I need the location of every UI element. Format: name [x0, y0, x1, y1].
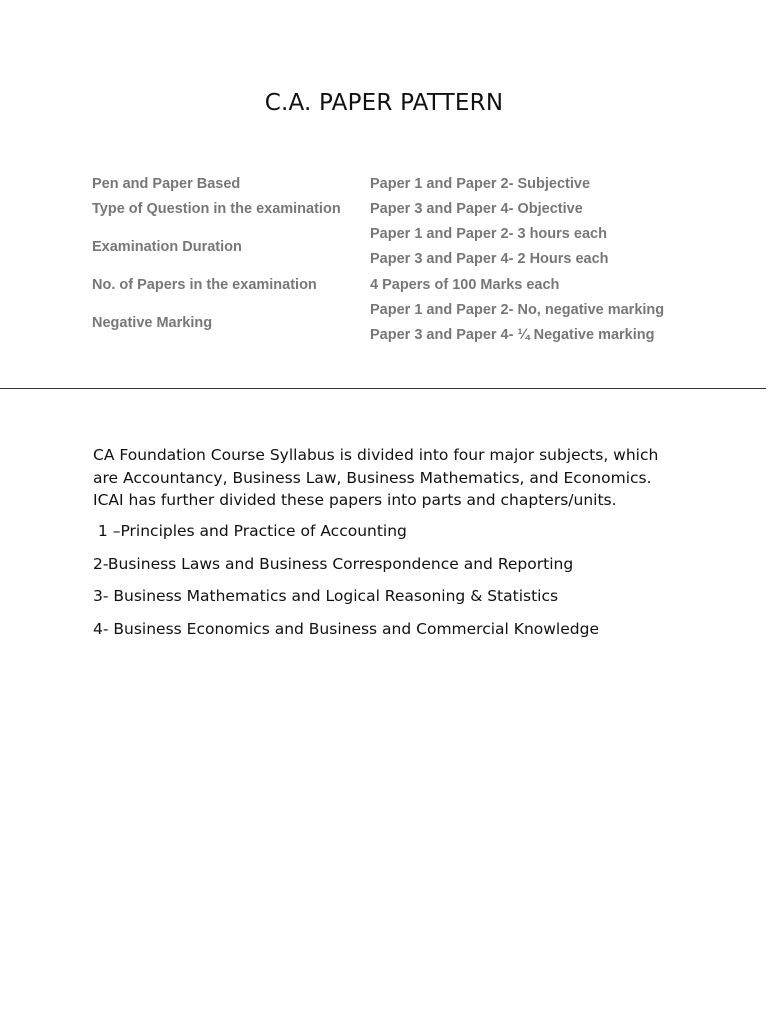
pattern-label-papers: No. of Papers in the examination — [92, 277, 317, 293]
pattern-label-question-type: Type of Question in the examination — [92, 201, 341, 217]
pattern-value-papers: 4 Papers of 100 Marks each — [370, 277, 560, 293]
pattern-value-subjective: Paper 1 and Paper 2- Subjective — [370, 176, 591, 192]
syllabus-intro — [93, 444, 683, 512]
pattern-value-negative-2: Paper 3 and Paper 4- ¼ Negative marking — [370, 327, 655, 343]
pattern-label-negative-marking: Negative Marking — [92, 315, 213, 331]
pattern-label-mode: Pen and Paper Based — [92, 176, 241, 192]
section-divider — [0, 388, 766, 389]
pattern-value-negative-1: Paper 1 and Paper 2- No, negative marking — [370, 302, 665, 318]
page-title: C.A. PAPER PATTERN — [264, 90, 504, 116]
subject-item-2: 2-Business Laws and Business Correspondence and Reporting — [93, 555, 574, 573]
syllabus-intro-text: CA Foundation Course Syllabus is divided into four major subjects, which are Accountancy, Business Law, Business Mathematics, and Economics. ICAI has further divided these papers into parts and chapters/units. — [93, 446, 659, 509]
pattern-value-duration-2: Paper 3 and Paper 4- 2 Hours each — [370, 251, 609, 267]
pattern-value-duration-1: Paper 1 and Paper 2- 3 hours each — [370, 226, 607, 242]
pattern-label-duration: Examination Duration — [92, 239, 242, 255]
subject-item-4: 4- Business Economics and Business and Commercial Knowledge — [93, 620, 599, 638]
pattern-value-objective: Paper 3 and Paper 4- Objective — [370, 201, 583, 217]
subject-item-1: 1 –Principles and Practice of Accounting — [93, 522, 407, 540]
subject-item-3: 3- Business Mathematics and Logical Reasoning & Statistics — [93, 587, 559, 605]
paper-pattern-table — [92, 174, 712, 354]
